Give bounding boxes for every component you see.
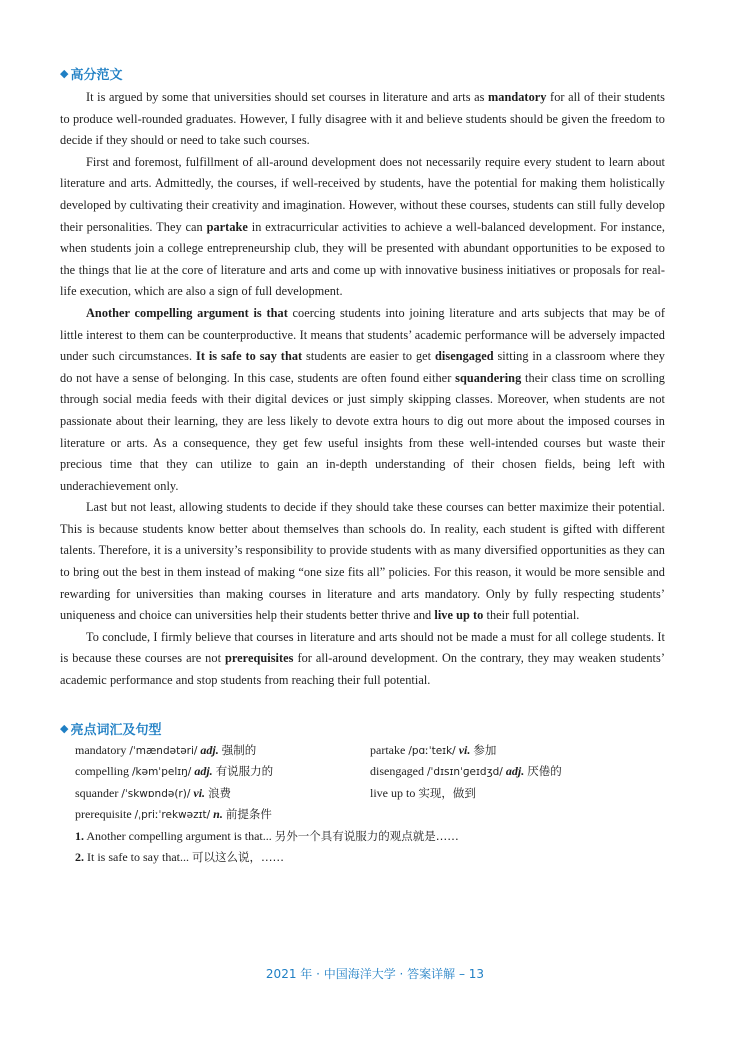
essay-paragraph: [60, 303, 665, 497]
vocab-meaning: 实现，做到: [418, 785, 476, 800]
vocab-entry: [75, 804, 397, 826]
key-phrase: disengaged: [435, 349, 494, 364]
paragraph-text: for all of their students to produce well-rounded graduates. However, I fully disagree with it and believe students should be given the freedom to decide if they should or need to take such courses.: [60, 90, 665, 148]
essay-paragraph: [60, 87, 665, 152]
paragraph-text: their class time on scrolling through social media feeds with their digital devices or just simply skipping classes. Moreover, when students are not passionate about their learning, they are less likely to devote extra hours to dig out more about the imposed courses in literature or arts. As a consequence, they get few useful insights from these well-intended courses but waste their precious time that they can utilize to gain an in-depth understanding of their chosen fields, being left with underachievement only.: [60, 370, 665, 493]
paragraph-text: It is argued by some that universities should set courses in literature and arts as: [86, 90, 488, 104]
page-footer: 2021 年 · 中国海洋大学 · 答案详解 – 13: [265, 967, 485, 981]
paragraph-text: coercing students into joining literature and arts subjects that may be of little interest to them can be counterproductive. It means that students’ academic performance will be adversely impacted under such circumstances.: [60, 305, 665, 364]
key-phrase: squandering: [455, 370, 522, 385]
vocab-heading: [60, 718, 665, 740]
paragraph-text: To conclude, I firmly believe that courses in literature and arts should not be made a must for all college students. It is because these courses are not: [60, 629, 665, 666]
vocab-heading-text: 亮点词汇及句型: [70, 723, 162, 739]
key-phrase: live up to: [434, 608, 484, 623]
vocab-pos: n.: [213, 807, 223, 822]
vocab-entry: [370, 783, 665, 805]
vocab-word: live up to: [370, 785, 416, 800]
vocab-ipa: /pɑːˈteɪk/: [408, 744, 456, 757]
paragraph-text: First and foremost, fulfillment of all-around development does not necessarily require every student to learn about literature and arts. Admittedly, the courses, if well-received by students, have the potential for making them holistically developed by cultivating their creativity and imagination. However, without these courses, students can still fully develop their personalities. They can: [60, 154, 665, 234]
paragraph-text: their full potential.: [483, 608, 580, 623]
sentence-english: Another compelling argument is that...: [86, 828, 272, 843]
vocab-ipa: /ˈskwɒndə(r)/: [121, 787, 191, 800]
sentence-english: It is safe to say that...: [87, 850, 189, 865]
vocab-row: [75, 761, 665, 783]
sentence-pattern: [75, 826, 665, 848]
vocab-ipa: /ˌpriːˈrekwəzɪt/: [134, 809, 211, 822]
vocab-row: [75, 783, 665, 805]
sentence-number: 2.: [75, 850, 84, 865]
vocab-meaning: 厌倦的: [527, 764, 562, 779]
essay-body: [60, 87, 665, 692]
key-phrase: mandatory: [487, 90, 547, 104]
vocab-row: [75, 804, 665, 826]
vocab-meaning: 参加: [473, 742, 497, 757]
vocab-meaning: 强制的: [221, 742, 257, 757]
vocab-row: [75, 740, 665, 762]
essay-heading-text: 高分范文: [70, 67, 123, 83]
sentence-number: 1.: [75, 828, 84, 843]
page-content: [60, 62, 665, 869]
vocab-entry: [75, 761, 370, 783]
vocab-ipa: /ˈdɪsɪnˈɡeɪdʒd/: [426, 766, 503, 779]
vocab-word: prerequisite: [75, 807, 132, 822]
paragraph-text: students are easier to get: [302, 349, 436, 364]
paragraph-text: in extracurricular activities to achieve a well-balanced development. For instance, when students join a college entrepreneurship club, they will be presented with abundant opportunities to be exposed to the things that lie at the core of literature and arts and come up with innovative business initiatives or proposals for real-life execution, which are also a sign of full development.: [60, 219, 665, 299]
vocab-meaning: 前提条件: [225, 807, 272, 822]
vocab-word: compelling: [75, 764, 129, 779]
vocab-entry: [75, 783, 370, 805]
paragraph-text: Last but not least, allowing students to decide if they should take these courses can better maximize their potential. This is because students know better about themselves than schools do. In reality, each student is gifted with different talents. Therefore, it is a university’s responsibility to provide students with as many diversified opportunities as they can to bring out the best in them instead of making “one size fits all” policies. For this reason, it would be more sensible and rewarding for universities than making courses in literature and arts mandatory. Only by fully respecting students’ uniqueness and choice can universities help their students better thrive and: [60, 500, 665, 623]
vocab-pos: adj.: [194, 764, 213, 779]
vocab-entry: [370, 761, 665, 783]
vocab-meaning: 浪费: [208, 785, 232, 800]
essay-paragraph: [60, 152, 665, 303]
diamond-bullet-icon: ◆: [60, 66, 69, 80]
essay-heading: [60, 62, 665, 84]
vocab-word: partake: [370, 742, 406, 757]
vocab-pos: adj.: [200, 742, 219, 757]
vocab-word: squander: [75, 785, 119, 800]
vocab-pos: vi.: [458, 742, 471, 757]
vocab-meaning: 有说服力的: [215, 764, 274, 779]
vocab-pos: vi.: [193, 785, 206, 800]
key-phrase: partake: [206, 219, 248, 234]
sentence-pattern: [75, 847, 665, 869]
key-phrase: It is safe to say that: [195, 349, 303, 364]
sentence-chinese: 可以这么说，……: [191, 850, 284, 865]
paragraph-text: sitting in a classroom where they do not have a sense of belonging. In this case, students are often found either: [60, 349, 665, 385]
sentence-chinese: 另外一个具有说服力的观点就是……: [274, 828, 459, 843]
vocab-word: disengaged: [370, 764, 424, 779]
vocab-word: mandatory: [75, 742, 127, 757]
essay-paragraph: [60, 627, 665, 692]
key-phrase: prerequisites: [224, 651, 294, 666]
vocab-pos: adj.: [505, 764, 525, 779]
diamond-bullet-icon: ◆: [60, 722, 69, 736]
vocab-entry: [75, 740, 370, 762]
key-phrase: Another compelling argument is that: [86, 305, 288, 320]
vocab-ipa: /ˈmændətəri/: [129, 744, 198, 757]
paragraph-text: for all-around development. On the contrary, they may weaken students’ academic performance and stop students from reaching their full potential.: [60, 651, 665, 688]
vocab-ipa: /kəmˈpelɪŋ/: [132, 766, 192, 779]
vocab-list: [75, 740, 665, 869]
vocab-entry: [370, 740, 665, 762]
essay-paragraph: [60, 497, 665, 627]
